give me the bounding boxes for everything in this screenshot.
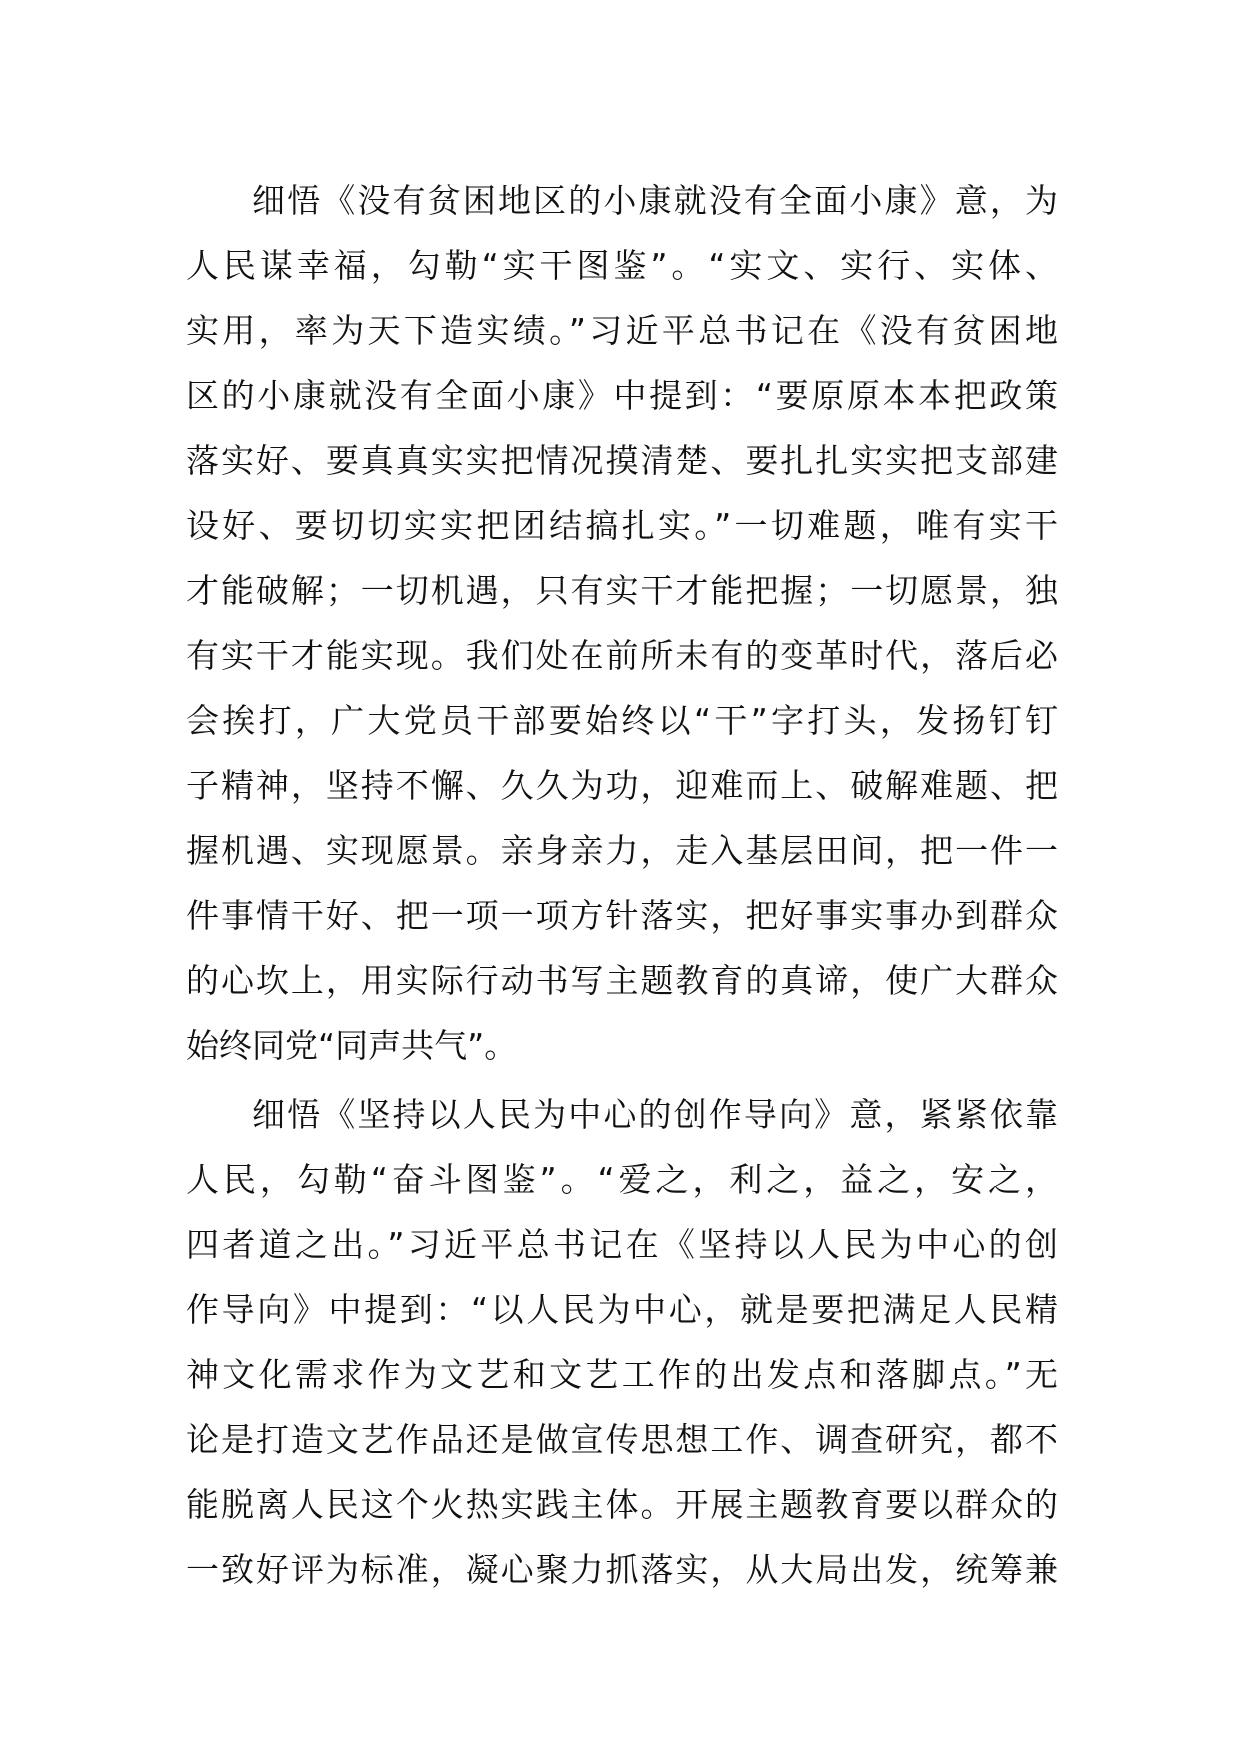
paragraph-1 <box>186 168 1058 1078</box>
text-line: 的心坎上，用实际行动书写主题教育的真谛，使广大群众 <box>186 961 1058 1000</box>
text-line: 子精神，坚持不懈、久久为功，迎难而上、破解难题、把 <box>186 766 1058 805</box>
text-line: 握机遇、实现愿景。亲身亲力，走入基层田间，把一件一 <box>186 831 1058 870</box>
text-line: 实用，率为天下造实绩。”习近平总书记在《没有贫困地 <box>186 311 1058 350</box>
text-line: 件事情干好、把一项一项方针落实，把好事实事办到群众 <box>186 896 1058 935</box>
text-line: 落实好、要真真实实把情况摸清楚、要扎扎实实把支部建 <box>186 441 1058 480</box>
text-line: 区的小康就没有全面小康》中提到：“要原原本本把政策 <box>186 376 1058 415</box>
text-line: 设好、要切切实实把团结搞扎实。”一切难题，唯有实干 <box>186 506 1058 545</box>
document-body <box>186 168 1058 1606</box>
text-line: 能脱离人民这个火热实践主体。开展主题教育要以群众的 <box>186 1485 1058 1524</box>
text-line: 人民谋幸福，勾勒“实干图鉴”。“实文、实行、实体、 <box>186 246 1058 285</box>
text-line: 才能破解；一切机遇，只有实干才能把握；一切愿景，独 <box>186 571 1058 610</box>
text-line: 人民，勾勒“奋斗图鉴”。“爱之，利之，益之，安之， <box>186 1160 1058 1199</box>
text-line: 四者道之出。”习近平总书记在《坚持以人民为中心的创 <box>186 1225 1058 1264</box>
text-line: 论是打造文艺作品还是做宣传思想工作、调查研究，都不 <box>186 1420 1058 1459</box>
text-line: 神文化需求作为文艺和文艺工作的出发点和落脚点。”无 <box>186 1355 1058 1394</box>
text-line: 细悟《坚持以人民为中心的创作导向》意，紧紧依靠 <box>252 1095 1058 1134</box>
text-line: 作导向》中提到：“以人民为中心，就是要把满足人民精 <box>186 1290 1058 1329</box>
text-line: 细悟《没有贫困地区的小康就没有全面小康》意，为 <box>252 181 1058 220</box>
text-line: 一致好评为标准，凝心聚力抓落实，从大局出发，统筹兼 <box>186 1550 1058 1589</box>
text-line: 始终同党“同声共气”。 <box>186 1026 518 1065</box>
paragraph-2 <box>186 1082 1058 1602</box>
text-line: 有实干才能实现。我们处在前所未有的变革时代，落后必 <box>186 636 1058 675</box>
text-line: 会挨打，广大党员干部要始终以“干”字打头，发扬钉钉 <box>186 701 1058 740</box>
